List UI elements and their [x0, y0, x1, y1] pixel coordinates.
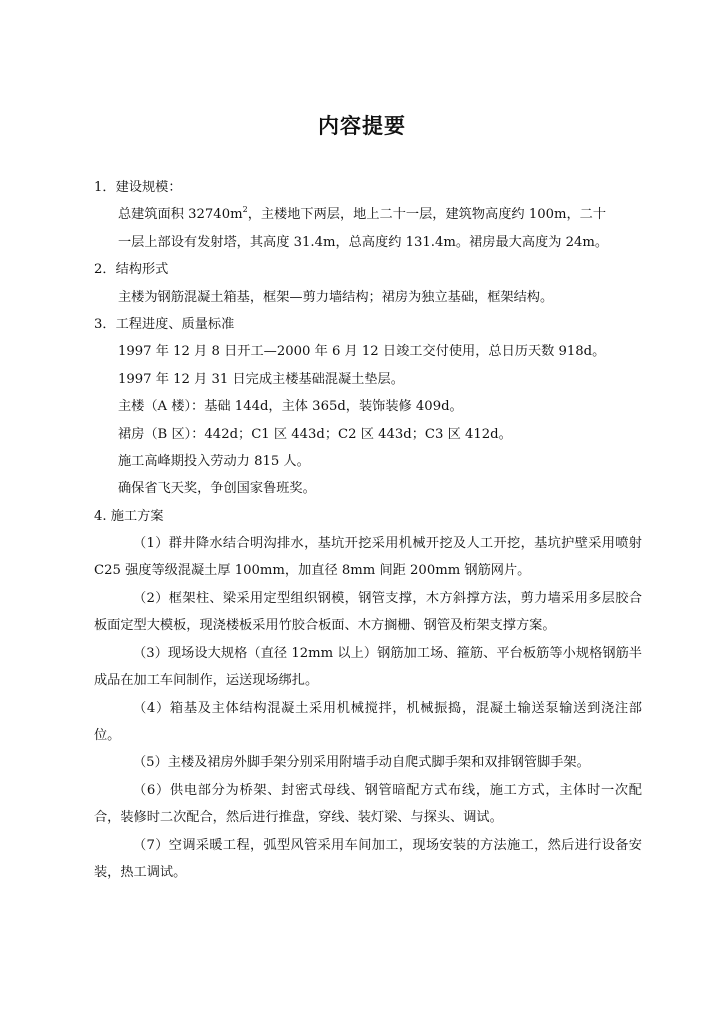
section-3-heading: 3．工程进度、质量标准 [94, 316, 235, 332]
section-4-paragraph-7: （7）空调采暖工程，弧型风管采用车间加工，现场安装的方法施工，然后进行设备安装，热工调试。 [94, 837, 642, 880]
section-1-heading: 1．建设规模： [94, 180, 182, 195]
area-superscript: 2 [242, 205, 248, 215]
area-text-rest: ，主楼地下两层，地上二十一层，建筑物高度约 100m，二十 [247, 207, 607, 223]
section-4-paragraph-1: （1）群井降水结合明沟排水，基坑开挖采用机械开挖及人工开挖，基坑护壁采用喷射 C25 强度等级混凝土厚 100mm，加直径 8mm 间距 200mm 钢筋网片。 [94, 536, 642, 579]
section-4-paragraph-3: （3）现场设大规格（直径 12mm 以上）钢筋加工场、箍筋、平台板筋等小规格钢筋半成品在加工车间制作，运送现场绑扎。 [94, 645, 642, 689]
section-4-paragraph-4: （4）箱基及主体结构混凝土采用机械搅拌，机械振捣，混凝土输送泵输送到浇注部位。 [94, 700, 642, 743]
section-4-paragraph-6: （6）供电部分为桥架、封密式母线、钢管暗配方式布线，施工方式，主体时一次配合，装修时二次配合，然后进行推盘，穿线、装灯梁、与探头、调试。 [94, 782, 642, 826]
section-3-line: 1997 年 12 月 31 日完成主楼基础混凝土垫层。 [118, 371, 404, 387]
section-1-line-1 [94, 201, 642, 228]
page-title: 内容提要 [318, 113, 406, 138]
section-4-paragraph-5: （5）主楼及裙房外脚手架分别采用附墙手动自爬式脚手架和双排钢管脚手架。 [133, 755, 590, 771]
section-3-line: 施工高峰期投入劳动力 815 人。 [118, 453, 310, 469]
section-3-line: 裙房（B 区）：442d；C1 区 443d；C2 区 443d；C3 区 412d。 [118, 426, 512, 442]
section-4-heading: 4. 施工方案 [94, 508, 164, 524]
section-3-line: 主楼（A 楼）：基础 144d，主体 365d，装饰装修 409d。 [118, 399, 463, 415]
area-text: 总建筑面积 32740m [118, 207, 243, 223]
section-2-line-1: 主楼为钢筋混凝土箱基，框架—剪力墙结构；裙房为独立基础，框架结构。 [118, 289, 554, 305]
section-4-paragraph-2: （2）框架柱、梁采用定型组织钢模，钢管支撑，木方斜撑方法，剪力墙采用多层胶合板面定型大模板，现浇楼板采用竹胶合板面、木方搁栅、钢管及桁架支撑方案。 [94, 590, 642, 634]
document-body [94, 174, 642, 886]
section-3-line: 确保省飞天奖，争创国家鲁班奖。 [118, 481, 316, 497]
section-2-heading: 2．结构形式 [94, 262, 169, 278]
section-3-line: 1997 年 12 月 8 日开工—2000 年 6 月 12 日竣工交付使用，总日历天数 918d。 [118, 344, 606, 360]
section-1-line-2: 一层上部设有发射塔，其高度 31.4m，总高度约 131.4m。裙房最大高度为 24m。 [118, 234, 609, 250]
